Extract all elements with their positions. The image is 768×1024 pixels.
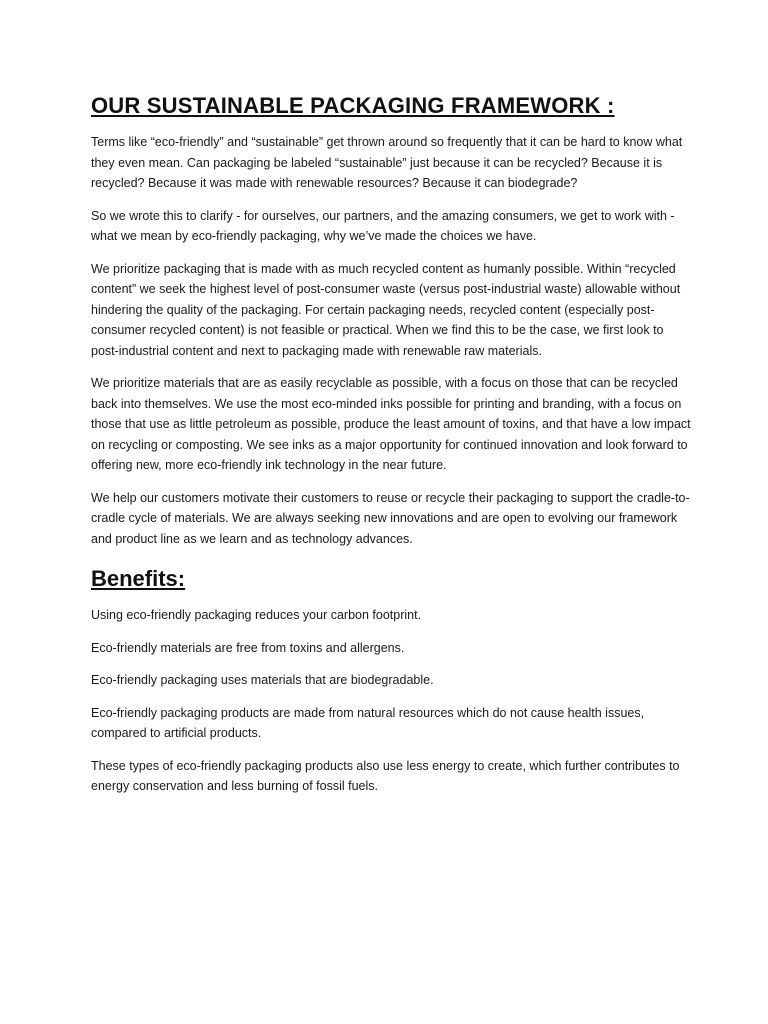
paragraph: We help our customers motivate their customers to reuse or recycle their packaging to support the cradle-to-cradle cycle of materials. We are always seeking new innovations and are open to evolving our framework and product line as we learn and as technology advances. (91, 490, 690, 546)
document-page (91, 92, 691, 809)
paragraph: So we wrote this to clarify - for ourselves, our partners, and the amazing consumers, we get to work with - what we mean by eco-friendly packaging, why we’ve made the choices we have. (91, 208, 675, 243)
benefit-item: Using eco-friendly packaging reduces your carbon footprint. (91, 608, 422, 622)
benefit-item: Eco-friendly packaging products are made from natural resources which do not cause health issues, compared to artificial products. (91, 705, 645, 740)
benefit-item: These types of eco-friendly packaging products also use less energy to create, which further contributes to energy conservation and less burning of fossil fuels. (91, 758, 680, 793)
benefits-heading: Benefits: (91, 566, 186, 591)
benefit-item: Eco-friendly materials are free from toxins and allergens. (91, 640, 405, 655)
paragraph: We prioritize materials that are as easily recyclable as possible, with a focus on those that can be recycled back into themselves. We use the most eco-minded inks possible for printing and branding, with a focus on those that use as little petroleum as possible, produce the least amount of toxins, and that have a low impact on recycling or composting. We see inks as a major opportunity for continued innovation and look forward to offering new, more eco-friendly ink technology in the near future. (91, 376, 691, 472)
paragraph: Terms like “eco-friendly” and “sustainable” get thrown around so frequently that it can be hard to know what they even mean. Can packaging be labeled “sustainable” just because it can be recycled? Because it is recycled? Because it was made with renewable resources? Because it can biodegrade? (91, 135, 683, 190)
document-title: OUR SUSTAINABLE PACKAGING FRAMEWORK : (91, 93, 615, 118)
benefit-item: Eco-friendly packaging uses materials that are biodegradable. (91, 673, 434, 687)
paragraph: We prioritize packaging that is made with as much recycled content as humanly possible. Within “recycled content” we seek the highest level of post-consumer waste (versus post-industrial waste) allowable without hindering the quality of the packaging. For certain packaging needs, recycled content (especially post-consumer recycled content) is not feasible or practical. When we find this to be the case, we first look to post-industrial content and next to packaging made with renewable raw materials. (91, 261, 681, 358)
